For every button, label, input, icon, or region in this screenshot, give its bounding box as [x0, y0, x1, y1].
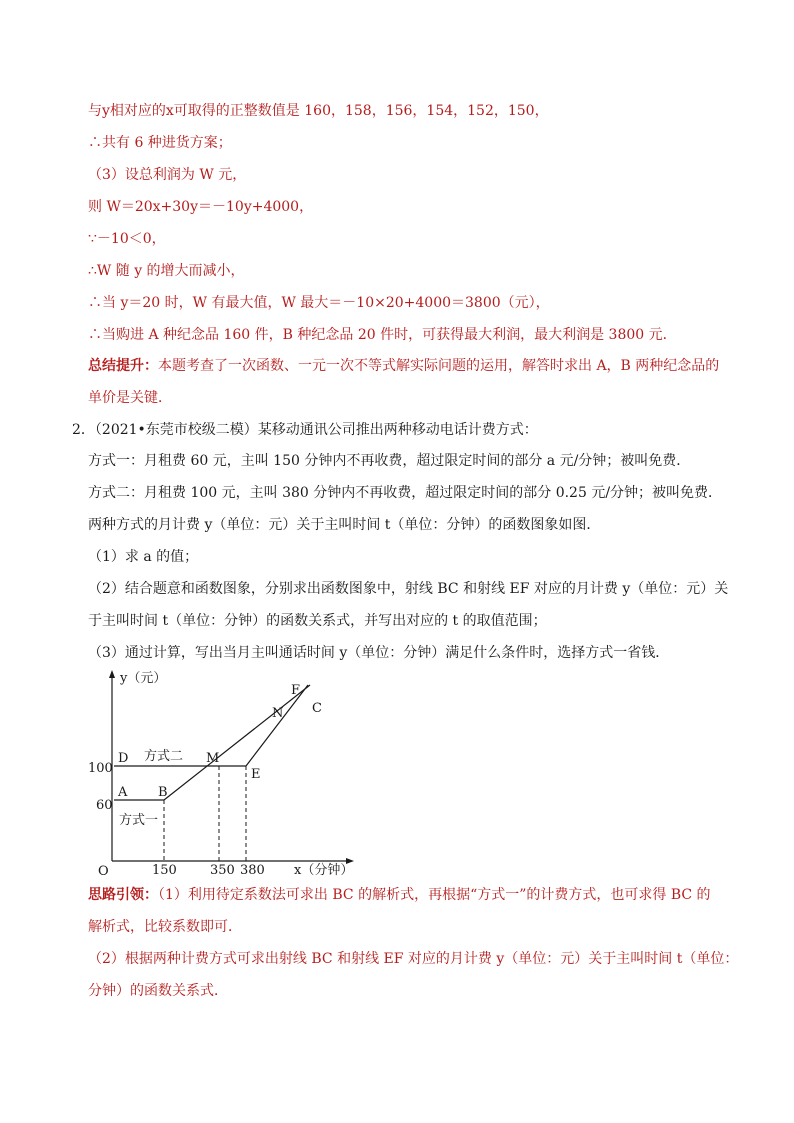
hint-line-3: （2）根据两种计费方式可求出射线 BC 和射线 EF 对应的月计费 y（单位：元）关于主叫时间 t（单位： — [88, 951, 739, 967]
point-label-a: A — [118, 785, 128, 800]
point-label-d: D — [118, 751, 129, 766]
problem-header — [72, 420, 538, 440]
x-tick-350: 350 — [210, 863, 235, 878]
solution-line-8: ∴当购进 A 种纪念品 160 件，B 种纪念品 20 件时，可获得最大利润，最大利润是 3800 元． — [88, 327, 677, 343]
problem-number: 2． — [72, 422, 95, 438]
summary-text-1: 本题考查了一次函数、一元一次不等式解实际问题的运用，解答时求出 A，B 两种纪念品的 — [158, 358, 720, 374]
point-label-b: B — [158, 785, 168, 800]
point-label-f: F — [291, 683, 301, 698]
question-2-line-2: 于主叫时间 t（单位：分钟）的函数关系式，并写出对应的 t 的取值范围； — [88, 613, 547, 629]
hint-line-2: 解析式，比较系数即可． — [88, 919, 242, 935]
x-tick-380: 380 — [240, 863, 265, 878]
hint-line-1 — [88, 885, 711, 905]
point-label-c: C — [312, 701, 322, 716]
way2-label: 方式二 — [144, 749, 184, 764]
question-3: （3）通过计算，写出当月主叫通话时间 y（单位：分钟）满足什么条件时，选择方式一省钱． — [88, 645, 670, 661]
y-tick-60: 60 — [96, 798, 113, 813]
question-1: （1）求 a 的值； — [88, 549, 199, 565]
solution-line-1: 与y相对应的x可取得的正整数值是 160，158，156，154，152，150， — [88, 103, 549, 119]
y-axis-arrow — [109, 670, 115, 678]
y-tick-100: 100 — [88, 761, 113, 776]
function-graph — [88, 668, 358, 880]
graph-description: 两种方式的月计费 y（单位：元）关于主叫时间 t（单位：分钟）的函数图象如图． — [88, 517, 601, 533]
x-tick-150: 150 — [152, 863, 177, 878]
way1-text: 方式一：月租费 60 元，主叫 150 分钟内不再收费，超过限定时间的部分 a 元/分钟；被叫免费． — [88, 453, 691, 469]
point-label-m: M — [206, 751, 220, 766]
solution-line-5: ∵－10＜0， — [88, 231, 166, 247]
hint-line-4: 分钟）的函数关系式． — [88, 983, 228, 999]
point-label-e: E — [251, 767, 261, 782]
solution-line-7: ∴当 y＝20 时，W 有最大值，W 最大＝－10×20+4000＝3800（元）， — [88, 295, 550, 311]
summary-line-2: 单价是关键． — [88, 390, 172, 406]
question-2-line-1: （2）结合题意和函数图象，分别求出函数图象中，射线 BC 和射线 EF 对应的月计费 y（单位：元）关 — [88, 581, 729, 597]
hint-text-1: （1）利用待定系数法可求出 BC 的解析式，再根据“方式一”的计费方式，也可求得 BC 的 — [158, 887, 711, 903]
problem-source: （2021•东莞市校级二模） — [94, 422, 258, 438]
solution-line-6: ∴W 随 y 的增大而减小， — [88, 263, 245, 279]
way1-label: 方式一 — [119, 813, 159, 828]
x-axis-label: x（分钟） — [294, 863, 354, 878]
way2-text: 方式二：月租费 100 元，主叫 380 分钟内不再收费，超过限定时间的部分 0.25 元/分钟；被叫免费． — [88, 485, 723, 501]
origin-label: O — [98, 864, 109, 879]
solution-line-4: 则 W＝20x+30y＝－10y+4000， — [88, 199, 314, 215]
summary-tag: 总结提升： — [88, 358, 158, 374]
problem-intro: 某移动通讯公司推出两种移动电话计费方式： — [257, 422, 538, 438]
solution-line-2: ∴共有 6 种进货方案； — [88, 135, 232, 151]
y-axis-label: y（元） — [120, 671, 167, 686]
hint-tag: 思路引领： — [88, 887, 158, 903]
way1-line — [114, 685, 310, 800]
point-label-n: N — [272, 706, 284, 721]
solution-line-3: （3）设总利润为 W 元， — [88, 167, 247, 183]
summary-line-1 — [88, 356, 719, 376]
